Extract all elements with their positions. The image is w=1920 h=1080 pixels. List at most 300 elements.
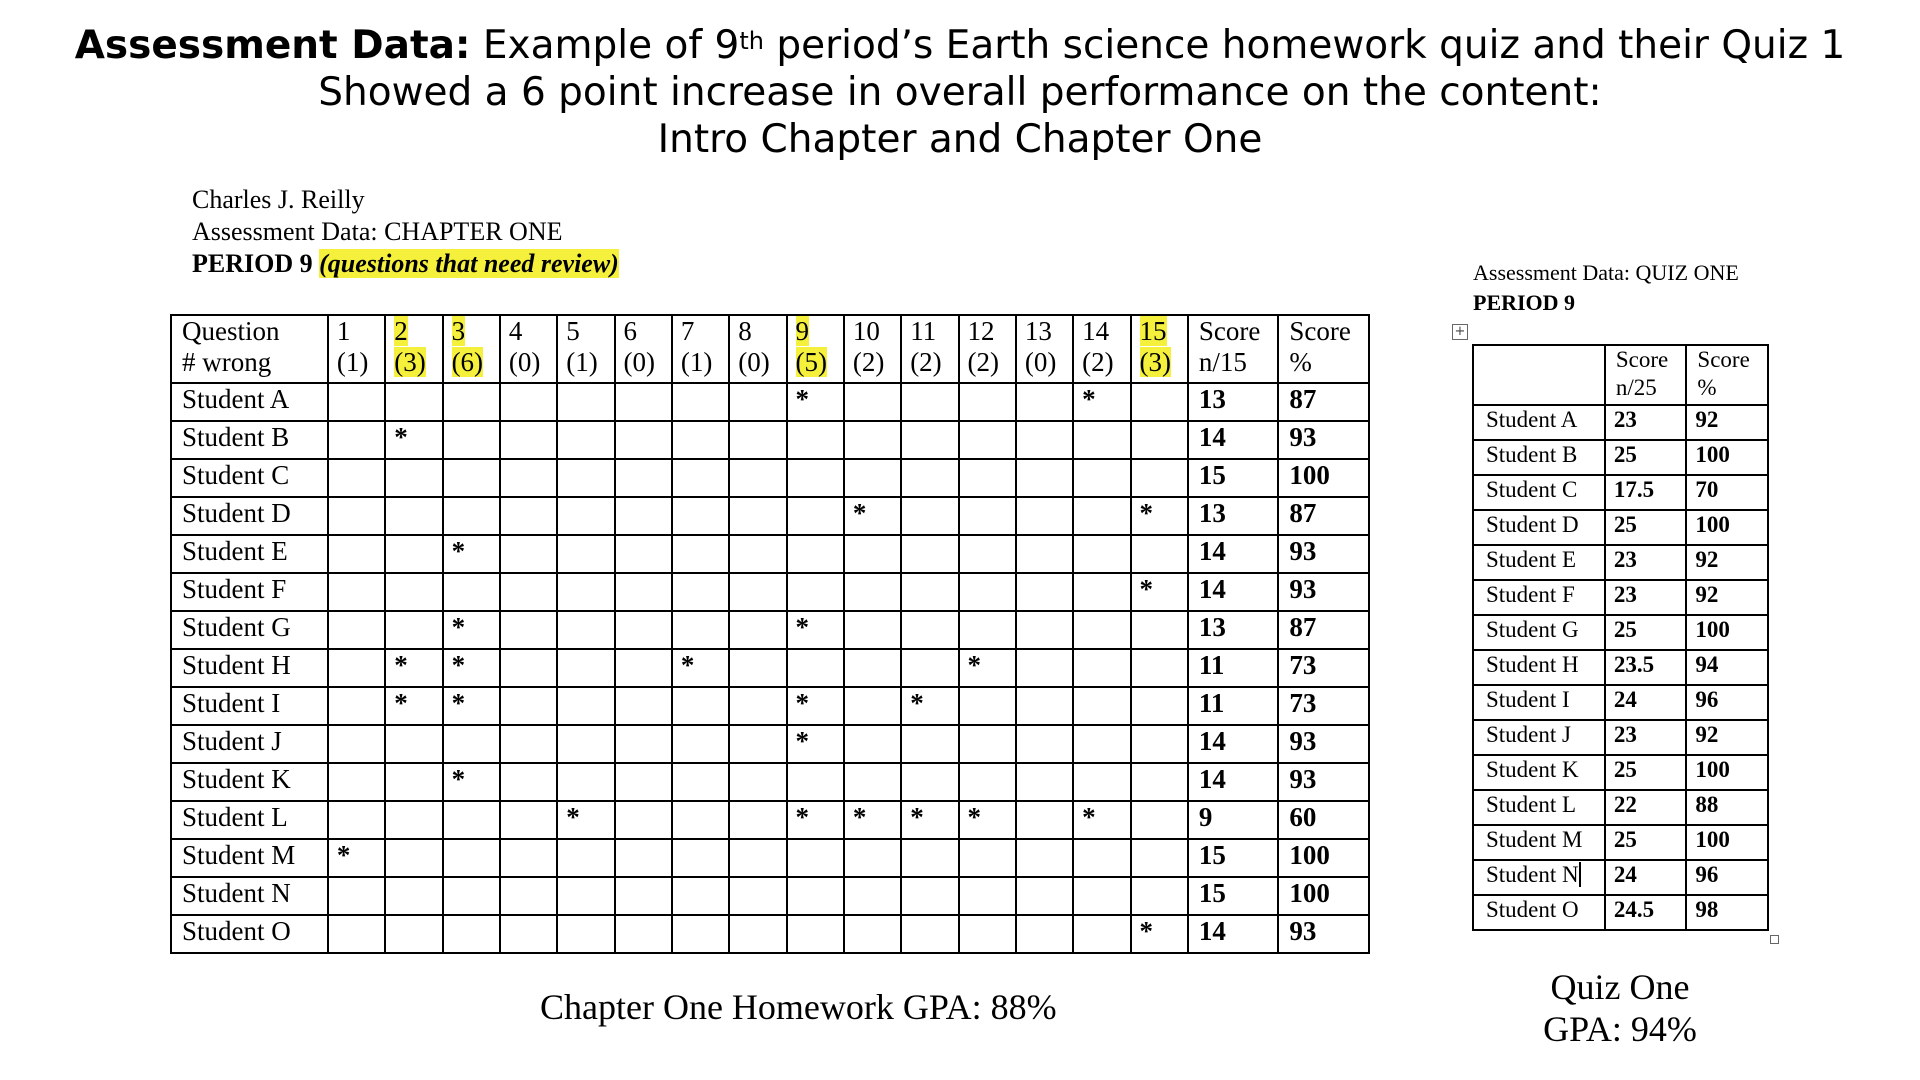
score-percent: 93 [1278,421,1369,459]
answer-cell [844,535,901,573]
answer-cell [615,763,672,801]
question-header-cell [729,315,786,383]
answer-cell [1016,649,1073,687]
quiz-header-row [1473,345,1768,405]
quiz-student-cell [1473,510,1605,545]
quiz-score-n25: 23 [1605,580,1687,615]
answer-cell [557,497,614,535]
table-row [1473,405,1768,440]
answer-cell [901,725,958,763]
question-number: 7 [680,316,695,346]
student-name: Student O [171,915,328,953]
score-n15: 14 [1188,535,1279,573]
answer-cell [557,839,614,877]
answer-cell [385,497,442,535]
answer-cell [615,725,672,763]
answer-cell [1073,383,1130,421]
answer-cell [1016,535,1073,573]
answer-cell [901,573,958,611]
answer-cell [959,459,1016,497]
score-n15: 14 [1188,421,1279,459]
answer-cell [443,383,500,421]
answer-cell [615,877,672,915]
quiz-student-cell [1473,440,1605,475]
wrong-mark: * [451,612,466,642]
quiz-student-cell [1473,790,1605,825]
answer-cell [959,763,1016,801]
question-number [796,316,843,347]
answer-cell [615,839,672,877]
answer-cell [328,801,385,839]
answer-cell [844,687,901,725]
answer-cell [959,535,1016,573]
quiz-student-name: Student F [1486,582,1575,607]
answer-cell [672,877,729,915]
answer-cell [615,611,672,649]
answer-cell [959,877,1016,915]
question-wrong-highlight: (6) [451,347,484,377]
question-number: 5 [566,316,580,346]
answer-cell [500,801,557,839]
question-wrong-count: (2) [967,347,999,377]
answer-cell [901,649,958,687]
answer-cell [443,915,500,953]
answer-cell [1073,687,1130,725]
answer-cell [729,687,786,725]
wrong-mark: * [1139,498,1153,528]
title-line-1 [0,22,1920,69]
answer-cell [500,725,557,763]
answer-cell [901,877,958,915]
table-row [1473,825,1768,860]
answer-cell [1131,535,1188,573]
score-n15: 15 [1188,839,1279,877]
quiz-student-cell [1473,825,1605,860]
answer-cell [672,383,729,421]
wrong-mark: * [910,688,924,718]
answer-cell [1073,573,1130,611]
answer-cell [1131,497,1188,535]
answer-cell [1073,763,1130,801]
question-header-cell [557,315,614,383]
answer-cell [844,763,901,801]
answer-cell [787,839,844,877]
table-row [1473,510,1768,545]
answer-cell [959,497,1016,535]
title-line-1-rest: period’s Earth science homework quiz and their Quiz 1 [763,23,1846,68]
question-header-cell [959,315,1016,383]
score-n15: 11 [1188,649,1279,687]
answer-cell [729,535,786,573]
answer-cell [328,839,385,877]
answer-cell [729,763,786,801]
student-name: Student B [171,421,328,459]
score-percent: 100 [1278,839,1369,877]
answer-cell [557,915,614,953]
score-n15: 14 [1188,573,1279,611]
student-name: Student G [171,611,328,649]
wrong-mark: * [967,650,982,680]
homework-period-line [192,248,619,280]
answer-cell [1131,383,1188,421]
answer-cell [500,763,557,801]
question-wrong-count: (0) [508,347,541,377]
answer-cell [500,573,557,611]
header-score-n-cell [1188,315,1279,383]
header-score-label: Score [1198,316,1261,346]
answer-cell [500,383,557,421]
answer-cell [1131,801,1188,839]
table-row [171,687,1369,725]
review-note: (questions that need review) [319,249,619,278]
question-wrong-count: (1) [336,347,369,377]
answer-cell [443,839,500,877]
answer-cell [901,763,958,801]
answer-cell [615,687,672,725]
table-row [1473,790,1768,825]
question-header-cell [1131,315,1188,383]
question-number [394,316,441,347]
answer-cell [1016,573,1073,611]
answer-cell [1131,915,1188,953]
score-percent: 73 [1278,649,1369,687]
quiz-student-name: Student G [1486,617,1579,642]
quiz-header-score-label: Score [1615,347,1669,372]
answer-cell [1016,497,1073,535]
wrong-mark: * [394,650,408,680]
answer-cell [729,649,786,687]
answer-cell [500,839,557,877]
question-header-cell [1016,315,1073,383]
quiz-student-name: Student L [1486,792,1577,817]
quiz-student-name: Student E [1486,547,1577,572]
answer-cell [729,497,786,535]
homework-assessment-label: Assessment Data: CHAPTER ONE [192,217,563,246]
answer-cell [1016,687,1073,725]
answer-cell [328,535,385,573]
answer-cell [1016,839,1073,877]
answer-cell [328,687,385,725]
answer-cell [328,421,385,459]
wrong-mark: * [852,802,867,832]
quiz-student-name: Student J [1486,722,1571,747]
answer-cell [328,725,385,763]
answer-cell [1073,649,1130,687]
answer-cell [328,611,385,649]
answer-cell [1016,801,1073,839]
question-wrong-count [452,347,499,378]
wrong-mark: * [795,612,810,642]
answer-cell [443,459,500,497]
quiz-score-percent: 92 [1686,405,1768,440]
question-wrong-count: (1) [566,347,598,377]
answer-cell [328,459,385,497]
question-wrong-count: (2) [1082,347,1114,377]
quiz-student-cell [1473,860,1605,895]
table-row [1473,720,1768,755]
answer-cell [787,421,844,459]
table-row [1473,475,1768,510]
answer-cell [1016,725,1073,763]
header-score-pct-label: % [1289,347,1312,377]
answer-cell [672,839,729,877]
wrong-mark: * [394,688,408,718]
quiz-score-percent: 96 [1686,860,1768,895]
answer-cell [443,421,500,459]
answer-cell [557,649,614,687]
quiz-assessment-label: Assessment Data: QUIZ ONE [1473,260,1739,285]
quiz-table [1472,344,1769,931]
header-question-cell [171,315,328,383]
table-row [171,725,1369,763]
answer-cell [959,573,1016,611]
quiz-score-percent: 92 [1686,580,1768,615]
question-wrong-count: (0) [738,347,770,377]
table-row [171,915,1369,953]
student-name: Student L [171,801,328,839]
answer-cell [901,611,958,649]
question-wrong-count: (1) [680,347,713,377]
question-number: 10 [852,316,880,346]
score-percent: 73 [1278,687,1369,725]
answer-cell [901,535,958,573]
question-header-cell [672,315,729,383]
answer-cell [500,611,557,649]
question-wrong-highlight: (3) [394,347,426,377]
answer-cell [901,801,958,839]
quiz-student-cell [1473,650,1605,685]
question-number: 8 [738,316,752,346]
question-number: 14 [1082,316,1110,346]
answer-cell [1131,725,1188,763]
quiz-score-n25: 22 [1605,790,1687,825]
score-n15: 14 [1188,915,1279,953]
answer-cell [844,915,901,953]
quiz-header-n-label: n/25 [1615,375,1657,400]
answer-cell [557,535,614,573]
answer-cell [557,573,614,611]
homework-period-label: PERIOD 9 [192,249,313,278]
wrong-mark: * [451,536,466,566]
header-score-pct-cell [1278,315,1369,383]
answer-cell [901,383,958,421]
answer-cell [729,459,786,497]
wrong-mark: * [795,384,810,414]
answer-cell [729,611,786,649]
answer-cell [959,383,1016,421]
answer-cell [787,649,844,687]
table-row [1473,860,1768,895]
answer-cell [672,915,729,953]
answer-cell [385,459,442,497]
question-wrong-count [796,347,843,378]
answer-cell [557,687,614,725]
quiz-student-name[interactable]: Student N [1486,862,1579,887]
answer-cell [615,497,672,535]
answer-cell [1016,877,1073,915]
answer-cell [385,687,442,725]
wrong-mark: * [1082,384,1096,414]
table-row [1473,580,1768,615]
answer-cell [1073,915,1130,953]
answer-cell [500,649,557,687]
answer-cell [672,421,729,459]
answer-cell [1016,459,1073,497]
score-n15: 13 [1188,383,1279,421]
quiz-score-percent: 98 [1686,895,1768,930]
question-wrong-count: (0) [623,347,656,377]
score-percent: 100 [1278,459,1369,497]
table-row [171,839,1369,877]
student-name: Student C [171,459,328,497]
student-name: Student D [171,497,328,535]
square-handle-icon[interactable] [1770,935,1779,944]
table-row [171,573,1369,611]
answer-cell [672,801,729,839]
answer-cell [729,915,786,953]
answer-cell [1073,421,1130,459]
answer-cell [959,421,1016,459]
student-name: Student J [171,725,328,763]
question-header-cell [328,315,385,383]
quiz-student-cell [1473,405,1605,440]
answer-cell [959,725,1016,763]
answer-cell [1016,611,1073,649]
student-name: Student E [171,535,328,573]
plus-in-box-icon[interactable]: + [1452,324,1468,340]
wrong-mark: * [394,422,408,452]
answer-cell [844,497,901,535]
quiz-student-cell [1473,615,1605,650]
answer-cell [901,497,958,535]
score-percent: 93 [1278,535,1369,573]
answer-cell [729,839,786,877]
wrong-mark: * [451,650,466,680]
quiz-student-name: Student B [1486,442,1578,467]
question-wrong-count [394,347,441,378]
answer-cell [959,687,1016,725]
answer-cell [385,801,442,839]
question-wrong-count: (0) [1024,347,1057,377]
quiz-student-cell [1473,895,1605,930]
quiz-student-cell [1473,685,1605,720]
table-row [171,649,1369,687]
answer-cell [1073,725,1130,763]
answer-cell [615,535,672,573]
answer-cell [1131,839,1188,877]
header-score-n-label: n/15 [1198,347,1247,377]
table-row [1473,755,1768,790]
quiz-student-name: Student I [1486,687,1570,712]
answer-cell [557,725,614,763]
quiz-student-cell [1473,580,1605,615]
answer-cell [787,801,844,839]
answer-cell [672,687,729,725]
title-line-1-text: Example of 9 [470,23,740,68]
answer-cell [729,877,786,915]
answer-cell [844,573,901,611]
answer-cell [385,877,442,915]
wrong-mark: * [451,688,466,718]
answer-cell [959,611,1016,649]
answer-cell [1131,421,1188,459]
answer-cell [443,497,500,535]
answer-cell [672,573,729,611]
answer-cell [443,801,500,839]
wrong-mark: * [795,688,810,718]
wrong-mark: * [680,650,695,680]
answer-cell [615,649,672,687]
question-number: 1 [336,316,351,346]
score-n15: 11 [1188,687,1279,725]
answer-cell [1073,839,1130,877]
title-line-3: Intro Chapter and Chapter One [657,117,1263,162]
header-wrong-label: # wrong [182,347,272,377]
student-name: Student N [171,877,328,915]
answer-cell [385,573,442,611]
question-number-highlight: 15 [1139,316,1167,346]
quiz-header-score-pct-cell [1686,345,1768,405]
answer-cell [557,421,614,459]
table-row [171,497,1369,535]
score-n15: 15 [1188,459,1279,497]
quiz-student-name: Student H [1486,652,1579,677]
score-percent: 87 [1278,497,1369,535]
table-row [171,611,1369,649]
answer-cell [787,725,844,763]
quiz-gpa-line-2: GPA: 94% [1543,1009,1697,1049]
answer-cell [557,877,614,915]
answer-cell [1073,801,1130,839]
answer-cell [385,421,442,459]
question-header-cell [500,315,557,383]
table-row [171,459,1369,497]
quiz-score-n25: 24 [1605,685,1687,720]
question-wrong-count [1140,347,1187,378]
answer-cell [615,421,672,459]
answer-cell [557,763,614,801]
table-row [1473,685,1768,720]
score-percent: 87 [1278,611,1369,649]
question-number-highlight: 3 [451,316,466,346]
quiz-score-percent: 70 [1686,475,1768,510]
answer-cell [1131,459,1188,497]
student-name: Student K [171,763,328,801]
answer-cell [1073,459,1130,497]
question-number [452,316,499,347]
answer-cell [672,725,729,763]
answer-cell [443,535,500,573]
homework-gpa: Chapter One Homework GPA: 88% [540,987,1057,1027]
answer-cell [443,763,500,801]
quiz-student-name: Student D [1486,512,1579,537]
answer-cell [959,915,1016,953]
student-name: Student I [171,687,328,725]
quiz-gpa-line-1: Quiz One [1550,967,1690,1007]
answer-cell [328,649,385,687]
student-name: Student A [171,383,328,421]
table-row [1473,545,1768,580]
title-line-2: Showed a 6 point increase in overall performance on the content: [318,70,1602,115]
slide-title [0,22,1920,163]
table-row [171,383,1369,421]
question-number-highlight: 2 [394,316,408,346]
answer-cell [729,725,786,763]
answer-cell [328,763,385,801]
wrong-mark: * [566,802,580,832]
score-percent: 60 [1278,801,1369,839]
score-n15: 14 [1188,725,1279,763]
